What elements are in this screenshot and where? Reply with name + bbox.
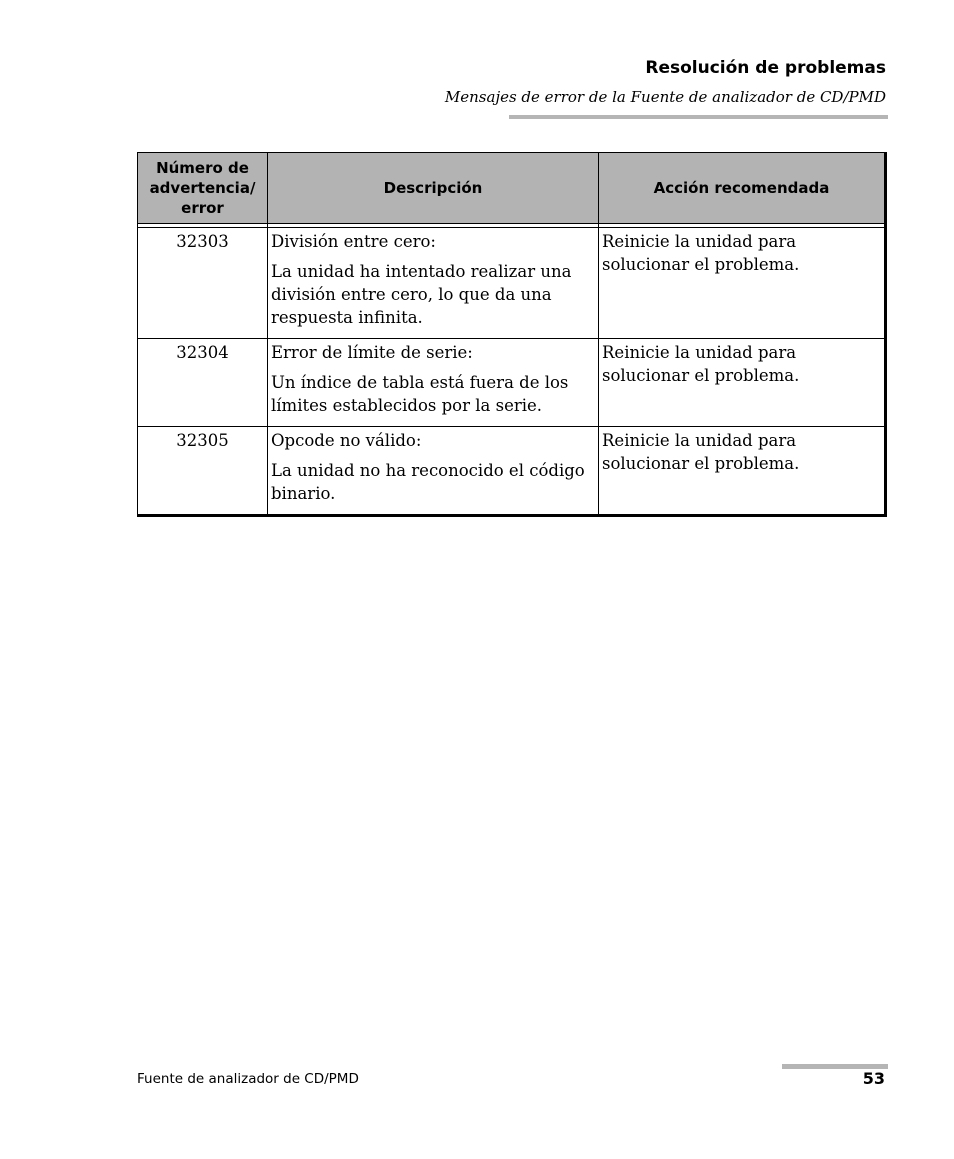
table-header-row [138,153,886,224]
description-title: Opcode no válido: [271,431,422,450]
section-subtitle: Mensajes de error de la Fuente de analizador de CD/PMD [444,88,886,106]
error-number: 32303 [138,228,268,339]
table-row [138,339,886,427]
error-description [268,228,599,339]
table-row [138,228,886,339]
col-header-number: Número de advertencia/ error [138,153,268,224]
error-description [268,339,599,427]
description-text: La unidad ha intentado realizar una división entre cero, lo que da una respuesta infinita. [271,262,572,327]
description-text: Un índice de tabla está fuera de los límites establecidos por la serie. [271,373,569,415]
header-rule [509,115,888,119]
page-number: 53 [862,1069,885,1088]
error-number: 32304 [138,339,268,427]
recommended-action: Reinicie la unidad para solucionar el problema. [599,339,886,427]
description-title: División entre cero: [271,232,436,251]
section-title: Resolución de problemas [645,58,886,78]
table-row [138,427,886,516]
description-text: La unidad no ha reconocido el código binario. [271,461,585,503]
col-header-description: Descripción [268,153,599,224]
recommended-action: Reinicie la unidad para solucionar el problema. [599,228,886,339]
error-table [137,152,887,517]
footer-product-name: Fuente de analizador de CD/PMD [137,1071,359,1087]
error-number: 32305 [138,427,268,516]
error-description [268,427,599,516]
description-title: Error de límite de serie: [271,343,473,362]
recommended-action: Reinicie la unidad para solucionar el problema. [599,427,886,516]
col-header-action: Acción recomendada [599,153,886,224]
